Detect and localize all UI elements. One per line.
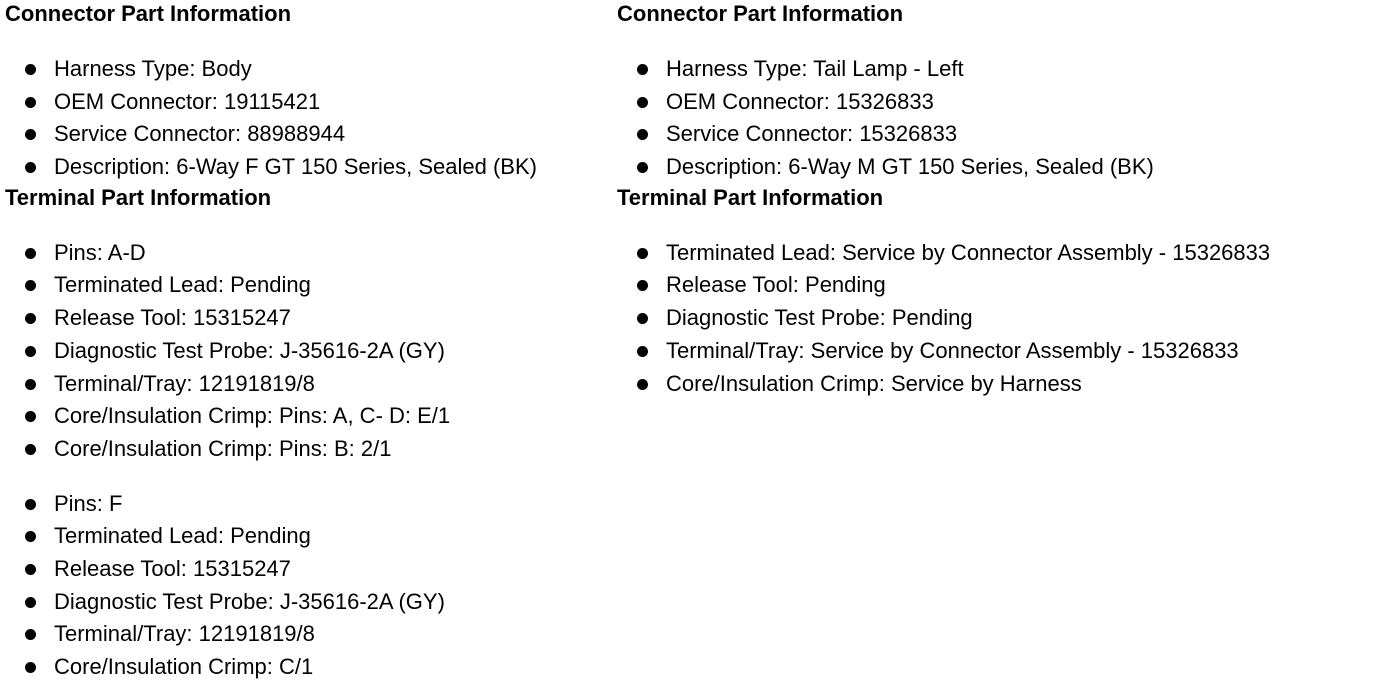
- list-item: Diagnostic Test Probe: J-35616-2A (GY): [5, 335, 610, 368]
- bullet-icon: [25, 313, 36, 324]
- list-item: Harness Type: Body: [5, 53, 610, 86]
- list-item: Terminated Lead: Pending: [5, 520, 610, 553]
- bullet-icon: [637, 379, 648, 390]
- list-item: Service Connector: 88988944: [5, 118, 610, 151]
- list-item: Release Tool: Pending: [617, 269, 1372, 302]
- bullet-icon: [25, 564, 36, 575]
- bullet-icon: [25, 346, 36, 357]
- bullet-icon: [637, 97, 648, 108]
- connector-part-list: [5, 53, 610, 184]
- bullet-icon: [25, 129, 36, 140]
- terminal-part-heading: Terminal Part Information: [617, 184, 884, 210]
- list-item: Description: 6-Way M GT 150 Series, Sealed (BK): [617, 151, 1372, 184]
- connector-part-heading: Connector Part Information: [617, 1, 904, 26]
- bullet-icon: [25, 162, 36, 173]
- list-item: Diagnostic Test Probe: J-35616-2A (GY): [5, 586, 610, 619]
- list-item: Terminal/Tray: 12191819/8: [5, 368, 610, 401]
- bullet-icon: [25, 64, 36, 75]
- list-item: Core/Insulation Crimp: Pins: A, C- D: E/1: [5, 400, 610, 433]
- list-item: Description: 6-Way F GT 150 Series, Sealed (BK): [5, 151, 610, 184]
- bullet-icon: [25, 499, 36, 510]
- list-item: Release Tool: 15315247: [5, 553, 610, 586]
- bullet-icon: [637, 129, 648, 140]
- bullet-icon: [25, 597, 36, 608]
- bullet-icon: [25, 411, 36, 422]
- list-item: Release Tool: 15315247: [5, 302, 610, 335]
- list-item: Pins: A-D: [5, 237, 610, 270]
- connector-part-list: [617, 53, 1372, 184]
- list-item: Terminal/Tray: 12191819/8: [5, 618, 610, 651]
- terminal-part-list: [5, 237, 610, 466]
- list-item: Terminated Lead: Service by Connector Assembly - 15326833: [617, 237, 1372, 270]
- terminal-part-heading: Terminal Part Information: [5, 184, 272, 210]
- bullet-icon: [637, 162, 648, 173]
- list-item: Pins: F: [5, 488, 610, 521]
- list-item: Core/Insulation Crimp: Pins: B: 2/1: [5, 433, 610, 466]
- list-item: Terminal/Tray: Service by Connector Assembly - 15326833: [617, 335, 1372, 368]
- list-item: OEM Connector: 19115421: [5, 86, 610, 119]
- connector-part-heading: Connector Part Information: [5, 1, 292, 26]
- bullet-icon: [25, 379, 36, 390]
- bullet-icon: [25, 629, 36, 640]
- terminal-part-list: [617, 237, 1372, 400]
- bullet-icon: [637, 313, 648, 324]
- terminal-part-list-2: [5, 488, 610, 684]
- bullet-icon: [25, 531, 36, 542]
- bullet-icon: [25, 248, 36, 259]
- right-column: [617, 0, 1372, 400]
- list-item: Service Connector: 15326833: [617, 118, 1372, 151]
- left-column: [5, 0, 610, 684]
- bullet-icon: [637, 280, 648, 291]
- list-item: Terminated Lead: Pending: [5, 269, 610, 302]
- bullet-icon: [25, 444, 36, 455]
- bullet-icon: [25, 280, 36, 291]
- bullet-icon: [637, 346, 648, 357]
- list-item: OEM Connector: 15326833: [617, 86, 1372, 119]
- list-item: Core/Insulation Crimp: Service by Harness: [617, 368, 1372, 401]
- bullet-icon: [25, 97, 36, 108]
- bullet-icon: [637, 64, 648, 75]
- bullet-icon: [637, 248, 648, 259]
- list-item: Harness Type: Tail Lamp - Left: [617, 53, 1372, 86]
- list-item: Core/Insulation Crimp: C/1: [5, 651, 610, 684]
- list-item: Diagnostic Test Probe: Pending: [617, 302, 1372, 335]
- bullet-icon: [25, 662, 36, 673]
